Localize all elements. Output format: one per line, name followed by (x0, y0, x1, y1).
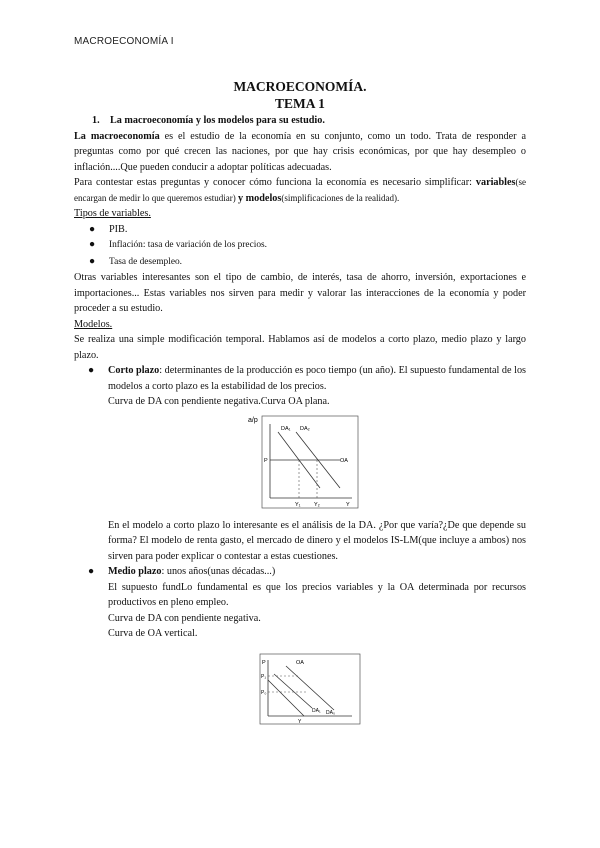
short-run-curves: Curva de DA con pendiente negativa.Curva OA plana. (108, 396, 330, 407)
other-variables-paragraph: Otras variables interesantes son el tipo de cambio, de interés, tasa de ahorro, inversión, exportaciones e importaciones... Estas variables nos sirven para medir y valorar las interacciones de la economía y poder proceder a su estudio. (74, 272, 526, 314)
oa-curve (286, 666, 334, 710)
medium-run-desc: : unos años(unas décadas...) (161, 566, 276, 577)
da0-curve (268, 680, 304, 716)
list-item-text: Inflación: tasa de variación de los precios. (109, 240, 268, 250)
simplify-text-a: Para contestar estas preguntas y conocer cómo funciona la economía es necesario simplificar: (74, 177, 476, 188)
medium-run-da: Curva de DA con pendiente negativa. (108, 612, 261, 624)
medium-run-oa: Curva de OA vertical. (108, 628, 198, 639)
label-p: P (264, 457, 268, 464)
short-run-diagram (242, 410, 364, 514)
medium-run-item (74, 564, 526, 642)
label-y: Y (298, 718, 302, 725)
axis-label-p: P (262, 659, 266, 666)
label-da1: DA₁ (281, 425, 291, 432)
short-run-desc: : determinantes de la producción es poco tiempo (un año). El supuesto fundamental de los modelos a corto plazo es la estabilidad de los precios. (108, 365, 526, 392)
label-y2: Y₂ (314, 501, 320, 508)
figure-short-run (242, 410, 526, 514)
label-da2: DA₂ (300, 425, 310, 432)
variables-heading: Tipos de variables. (74, 208, 151, 219)
da1-curve (274, 674, 312, 708)
bullet-icon: ● (89, 239, 96, 250)
intro-paragraph (74, 129, 526, 176)
page-header: MACROECONOMÍA I (74, 36, 174, 47)
short-run-item (74, 363, 526, 410)
label-da0: DA₀ (326, 709, 336, 716)
document-subtitle: TEMA 1 (275, 96, 325, 111)
medium-run-assumption: El supuesto fundLo fundamental es que los precios variables y la OA determinada por recursos productivos en pleno empleo. (108, 581, 526, 608)
section-number: 1. (92, 115, 100, 126)
label-oa: OA (340, 457, 348, 464)
simplify-text-e: (simplificaciones de la realidad). (281, 192, 400, 203)
figure-medium-run (258, 652, 526, 728)
label-p1: P₁ (261, 673, 267, 680)
short-run-label: Corto plazo (108, 365, 160, 376)
variables-list (74, 222, 526, 271)
section-heading (92, 113, 526, 129)
document-title: MACROECONOMÍA. (233, 79, 367, 94)
intro-term: La macroeconomía (74, 130, 160, 142)
label-p0: P₀ (261, 689, 267, 696)
models-paragraph: Se realiza una simple modificación temporal. Hablamos así de modelos a corto plazo, medio plazo y largo plazo. (74, 334, 526, 361)
label-da1: DA₁ (312, 707, 321, 714)
list-item-text: Tasa de desempleo. (109, 256, 183, 267)
document-body (74, 78, 526, 728)
label-oa: OA (296, 659, 304, 666)
models-heading: Modelos. (74, 318, 113, 330)
simplify-text-c: (se encargan de medir lo que queremos estudiar) (74, 177, 526, 203)
bullet-icon: ● (88, 566, 95, 577)
medium-run-text (108, 564, 526, 580)
simplify-paragraph (74, 175, 526, 206)
label-y: Y (346, 501, 350, 508)
short-run-text (108, 363, 526, 394)
bullet-icon: ● (88, 365, 95, 376)
bullet-icon: ● (89, 255, 96, 267)
simplify-term-variables: variables (475, 177, 516, 188)
simplify-term-modelos: y modelos (238, 192, 282, 204)
list-item-text: PIB. (109, 223, 128, 235)
intro-text: es el estudio de la economía en su conjunto, como un todo. Trata de responder a preguntas como por qué crecen las naciones, por que hay crisis económicas, por que hay desempleo o inflación....Que pueden conducir a adoptar políticas adecuadas. (74, 130, 526, 173)
axis-label-p: a/p (248, 416, 258, 424)
list-item (89, 254, 526, 271)
label-y1: Y₁ (295, 501, 301, 508)
medium-run-diagram (258, 652, 364, 728)
bullet-icon: ● (89, 223, 96, 235)
medium-run-label: Medio plazo (108, 566, 162, 577)
list-item (89, 237, 526, 254)
section-title: La macroeconomía y los modelos para su estudio. (110, 115, 325, 126)
list-item (89, 222, 526, 238)
short-run-analysis: En el modelo a corto plazo lo interesante es el análisis de la DA. ¿Por que varía?¿De que depende su forma? El modelo de renta gasto, el mercado de dinero y el modelos IS-LM(que incluye a ambos) nos sirven para poder explicar o contestar a estas cuestiones. (108, 519, 526, 562)
